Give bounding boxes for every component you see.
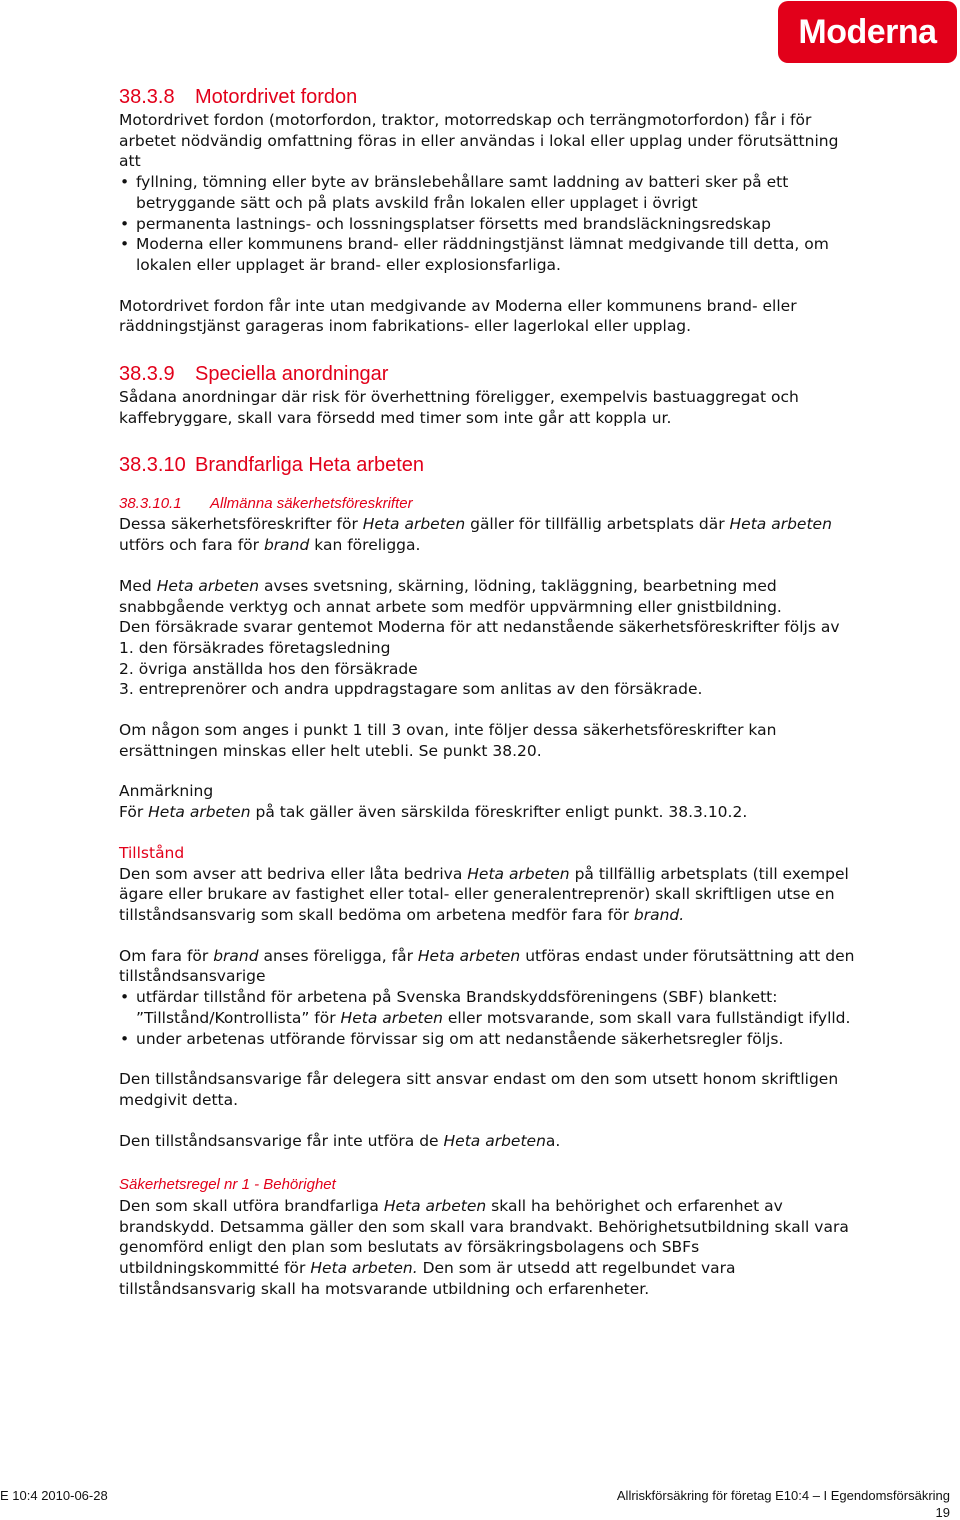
list-item: 2. övriga anställda hos den försäkrade <box>119 659 418 678</box>
document-body <box>119 84 864 1300</box>
subsection-number: 38.3.10.1 <box>119 495 182 513</box>
paragraph: Om fara för brand anses föreligga, får Heta arbeten utföras endast under förutsättning att den tillståndsansvarige <box>119 946 855 986</box>
paragraph: Den som avser att bedriva eller låta bedriva Heta arbeten på tillfällig arbetsplats (till exempel ägare eller brukare av fastighet eller total- eller generalentreprenör) skall skriftligen utse en tillståndsansvarig som skall bedöma om arbetena medför fara för brand. <box>119 864 849 924</box>
paragraph: Den tillståndsansvarige får delegera sitt ansvar endast om den som utsett honom skriftligen medgivit detta. <box>119 1070 839 1109</box>
list-item-text: Moderna eller kommunens brand- eller räddningstjänst lämnat medgivande till detta, om lokalen eller upplaget är brand- eller explosionsfarliga. <box>136 235 829 274</box>
section-title: Brandfarliga Heta arbeten <box>195 454 425 477</box>
list-item <box>119 234 864 275</box>
tillstand-label: Tillstånd <box>119 843 185 862</box>
subsection-title: Allmänna säkerhetsföreskrifter <box>210 495 413 513</box>
page-number: 19 <box>935 1505 950 1520</box>
paragraph: Den som skall utföra brandfarliga Heta arbeten skall ha behörighet och erfarenhet av brandskydd. Detsamma gäller den som skall vara brandvakt. Behörighetsutbildning skall vara genomförd enligt den plan som beslutats av försäkringsbolagens och SBFs utbildningskommitté för Heta arbeten. Den som är utsedd att regelbundet vara tillståndsansvarig skall ha motsvarande utbildning och erfarenheter. <box>119 1197 849 1298</box>
list-item: 1. den försäkrades företagsledning <box>119 638 391 657</box>
footer-date: E 10:4 2010-06-28 <box>0 1488 108 1503</box>
paragraph: Motordrivet fordon får inte utan medgivande av Moderna eller kommunens brand- eller räddningstjänst garageras inom fabrikations- eller lagerlokal eller upplag. <box>119 296 797 336</box>
section-heading-38-3-9 <box>119 361 864 387</box>
bullet-icon: • <box>120 173 130 192</box>
list-item: 3. entreprenörer och andra uppdragstagare som anlitas av den försäkrade. <box>119 680 703 699</box>
section-heading-38-3-10 <box>119 452 864 478</box>
note-text: För Heta arbeten på tak gäller även särskilda föreskrifter enligt punkt. 38.3.10.2. <box>119 803 748 822</box>
bullet-icon: • <box>120 235 130 254</box>
bullet-list <box>119 172 864 276</box>
paragraph: Med Heta arbeten avses svetsning, skärning, lödning, takläggning, bearbetning med snabbgående verktyg och annat arbete som medför uppvärmning eller gnistbildning. <box>119 576 782 616</box>
section-number: 38.3.10 <box>119 454 186 477</box>
section-title: Speciella anordningar <box>195 363 389 386</box>
bullet-icon: • <box>120 988 130 1007</box>
paragraph: Sådana anordningar där risk för överhettning föreligger, exempelvis bastuaggregat och kaffebryggare, skall vara försedd med timer som inte går att koppla ur. <box>119 388 799 427</box>
moderna-logo <box>778 1 957 63</box>
subsection-heading <box>119 494 864 514</box>
list-item <box>119 172 864 213</box>
footer-title: Allriskförsäkring för företag E10:4 – I Egendomsförsäkring <box>616 1488 950 1503</box>
list-item: • utfärdar tillstånd för arbetena på Svenska Brandskyddsföreningens (SBF) blankett: ”Tillstånd/Kontrollista” för Heta arbeten eller motsvarande, som skall vara fullständigt ifylld. <box>120 988 851 1027</box>
section-number: 38.3.9 <box>119 363 175 386</box>
bullet-icon: • <box>120 1029 130 1048</box>
paragraph: Motordrivet fordon (motorfordon, traktor, motorredskap och terrängmotorfordon) får i för arbetet nödvändig omfattning föras in eller användas i lokal eller upplag under förutsättning att <box>119 111 839 171</box>
list-item-text: fyllning, tömning eller byte av bränslebehållare samt laddning av batteri sker på ett betryggande sätt och på plats avskild från lokalen eller upplaget i övrigt <box>136 173 789 212</box>
bullet-list <box>119 987 864 1049</box>
paragraph: Den försäkrade svarar gentemot Moderna för att nedanstående säkerhetsföreskrifter följs av <box>119 618 840 637</box>
bullet-icon: • <box>120 214 130 233</box>
paragraph: Om någon som anges i punkt 1 till 3 ovan, inte följer dessa säkerhetsföreskrifter kan ersättningen minskas eller helt utebli. Se punkt 38.20. <box>119 721 777 760</box>
section-heading-38-3-8 <box>119 84 864 110</box>
rule-heading: Säkerhetsregel nr 1 - Behörighet <box>119 1176 336 1194</box>
list-item <box>119 214 864 235</box>
paragraph: Dessa säkerhetsföreskrifter för Heta arbeten gäller för tillfällig arbetsplats där Heta arbeten utförs och fara för brand kan föreligga. <box>119 515 832 555</box>
logo-text: Moderna <box>798 12 937 51</box>
note-label: Anmärkning <box>119 782 214 801</box>
section-number: 38.3.8 <box>119 86 175 108</box>
list-item: • under arbetenas utförande förvissar sig om att nedanstående säkerhetsregler följs. <box>120 1029 784 1048</box>
paragraph: Den tillståndsansvarige får inte utföra de Heta arbetena. <box>119 1131 561 1150</box>
section-title: Motordrivet fordon <box>195 86 358 108</box>
list-item-text: permanenta lastnings- och lossningsplatser försetts med brandsläckningsredskap <box>136 214 771 233</box>
